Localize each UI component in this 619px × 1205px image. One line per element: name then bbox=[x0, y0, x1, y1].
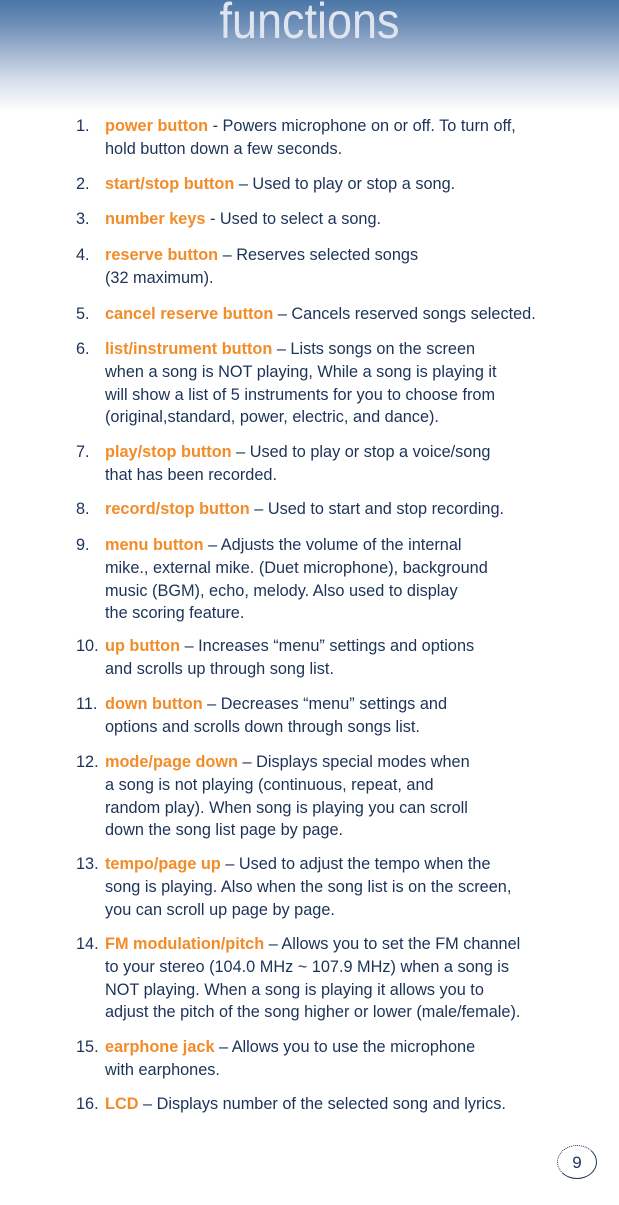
item-description: – Allows you to use the microphone bbox=[214, 1038, 476, 1056]
item-term: tempo/page up bbox=[105, 855, 221, 873]
item-number: 8. bbox=[76, 500, 90, 518]
item-number: 6. bbox=[76, 340, 90, 358]
item-description: – Used to adjust the tempo when the bbox=[220, 855, 491, 873]
item-description: - Powers microphone on or off. To turn off, bbox=[208, 117, 516, 135]
list-item bbox=[76, 635, 576, 681]
list-item bbox=[76, 1036, 576, 1082]
item-term: cancel reserve button bbox=[105, 305, 274, 323]
item-description: hold button down a few seconds. bbox=[105, 139, 343, 158]
list-item bbox=[76, 534, 576, 625]
item-description: – Cancels reserved songs selected. bbox=[273, 305, 536, 323]
list-item bbox=[76, 1093, 576, 1116]
item-term: reserve button bbox=[105, 246, 219, 264]
item-number: 14. bbox=[76, 935, 99, 953]
item-description: random play). When song is playing you can scroll bbox=[105, 798, 468, 817]
list-item bbox=[76, 693, 576, 739]
item-term: play/stop button bbox=[105, 443, 232, 461]
item-description: – Displays special modes when bbox=[237, 753, 470, 771]
item-number: 12. bbox=[76, 753, 99, 771]
list-item bbox=[76, 338, 576, 429]
list-item bbox=[76, 303, 576, 326]
item-description: NOT playing. When a song is playing it allows you to bbox=[105, 980, 484, 999]
list-item bbox=[76, 115, 576, 161]
item-description: adjust the pitch of the song higher or lower (male/female). bbox=[105, 1003, 521, 1022]
item-description: with earphones. bbox=[105, 1060, 220, 1079]
list-item bbox=[76, 933, 576, 1024]
item-description: – Used to start and stop recording. bbox=[249, 500, 505, 518]
item-term: LCD bbox=[105, 1095, 139, 1113]
item-number: 7. bbox=[76, 443, 90, 461]
item-number: 10. bbox=[76, 637, 99, 655]
item-term: down button bbox=[105, 695, 203, 713]
item-term: list/instrument button bbox=[105, 340, 273, 358]
item-description: – Increases “menu” settings and options bbox=[180, 637, 475, 655]
item-description: and scrolls up through song list. bbox=[105, 659, 334, 678]
item-description: will show a list of 5 instruments for you to choose from bbox=[105, 385, 496, 404]
item-number: 2. bbox=[76, 175, 90, 193]
item-number: 16. bbox=[76, 1095, 99, 1113]
item-number: 9. bbox=[76, 536, 90, 554]
item-description: – Displays number of the selected song and lyrics. bbox=[138, 1095, 506, 1113]
list-item bbox=[76, 208, 576, 231]
page-header bbox=[0, 0, 619, 112]
item-term: FM modulation/pitch bbox=[105, 935, 265, 953]
item-description: down the song list page by page. bbox=[105, 821, 344, 840]
list-item bbox=[76, 498, 576, 521]
list-item bbox=[76, 853, 576, 921]
item-term: start/stop button bbox=[105, 175, 235, 193]
item-term: earphone jack bbox=[105, 1038, 215, 1056]
list-item bbox=[76, 244, 576, 290]
item-number: 5. bbox=[76, 305, 90, 323]
item-description: – Decreases “menu” settings and bbox=[202, 695, 447, 713]
item-description: you can scroll up page by page. bbox=[105, 900, 335, 919]
item-term: up button bbox=[105, 637, 181, 655]
page-title: functions bbox=[219, 0, 400, 49]
item-description: a song is not playing (continuous, repeat, and bbox=[105, 775, 434, 794]
item-description: - Used to select a song. bbox=[205, 210, 382, 228]
item-description: (original,standard, power, electric, and dance). bbox=[105, 408, 439, 427]
item-description: – Allows you to set the FM channel bbox=[264, 935, 521, 953]
item-number: 3. bbox=[76, 210, 90, 228]
item-number: 11. bbox=[76, 695, 98, 713]
item-description: the scoring feature. bbox=[105, 604, 245, 623]
item-description: music (BGM), echo, melody. Also used to display bbox=[105, 581, 458, 600]
list-item bbox=[76, 441, 576, 487]
item-number: 15. bbox=[76, 1038, 99, 1056]
item-number: 13. bbox=[76, 855, 99, 873]
item-description: that has been recorded. bbox=[105, 465, 277, 484]
item-description: mike., external mike. (Duet microphone), background bbox=[105, 558, 488, 577]
item-description: – Used to play or stop a voice/song bbox=[231, 443, 491, 461]
item-description: when a song is NOT playing, While a song is playing it bbox=[105, 362, 497, 381]
item-term: record/stop button bbox=[105, 500, 250, 518]
item-description: – Adjusts the volume of the internal bbox=[203, 536, 462, 554]
page-number: 9 bbox=[557, 1145, 597, 1179]
list-item bbox=[76, 173, 576, 196]
item-number: 4. bbox=[76, 246, 90, 264]
item-number: 1. bbox=[76, 117, 90, 135]
list-item bbox=[76, 751, 576, 842]
item-description: song is playing. Also when the song list is on the screen, bbox=[105, 877, 512, 896]
item-description: – Used to play or stop a song. bbox=[234, 175, 456, 193]
item-term: menu button bbox=[105, 536, 204, 554]
item-description: options and scrolls down through songs list. bbox=[105, 717, 420, 736]
item-description: – Lists songs on the screen bbox=[272, 340, 476, 358]
item-term: mode/page down bbox=[105, 753, 238, 771]
item-term: number keys bbox=[105, 210, 206, 228]
item-description: – Reserves selected songs bbox=[218, 246, 419, 264]
item-description: to your stereo (104.0 MHz ~ 107.9 MHz) when a song is bbox=[105, 957, 510, 976]
item-description: (32 maximum). bbox=[105, 268, 214, 287]
item-term: power button bbox=[105, 117, 209, 135]
